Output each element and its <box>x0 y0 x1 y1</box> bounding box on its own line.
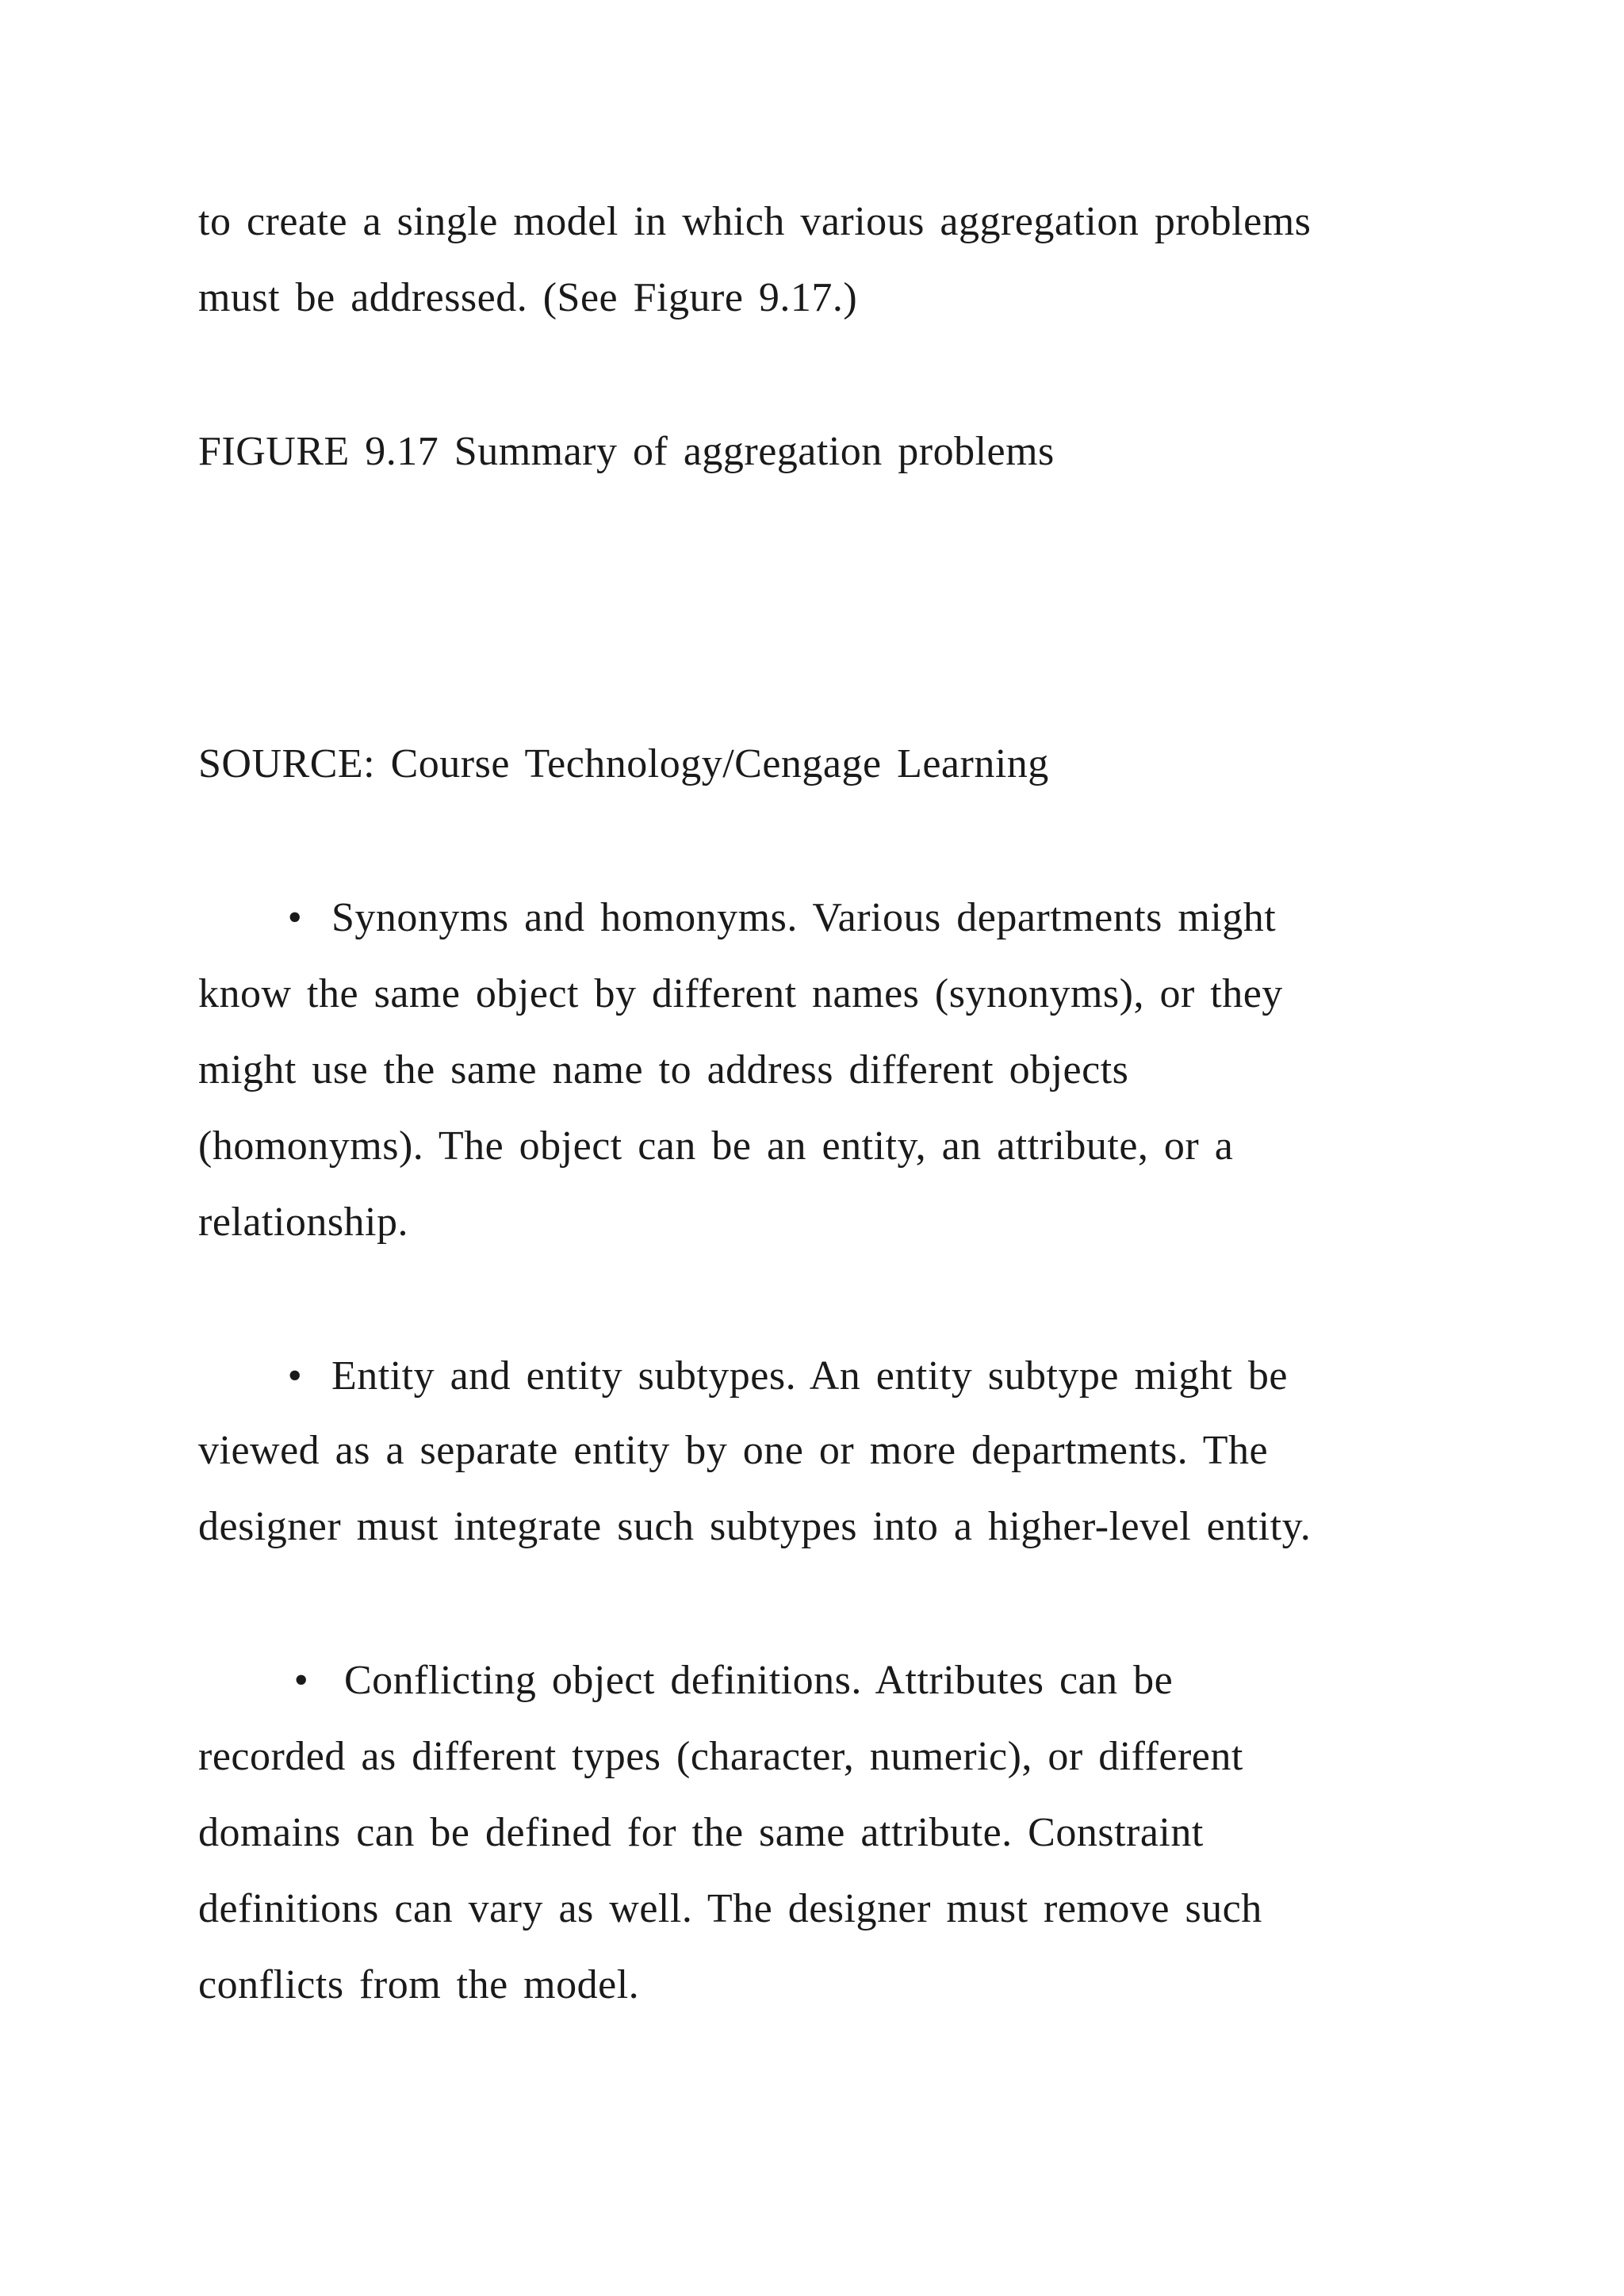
bullet-first-line: Entity and entity subtypes. An entity subtype might be <box>331 1353 1288 1399</box>
bullet-first-line: Synonyms and homonyms. Various departments might <box>331 895 1277 940</box>
bullet-text-line: conflicts from the model. <box>198 1962 640 2007</box>
bullet-marker: • <box>293 1658 309 1703</box>
bullet-item-synonyms <box>198 894 1276 942</box>
bullet-text-line: designer must integrate such subtypes into a higher-level entity. <box>198 1504 1312 1549</box>
bullet-marker: • <box>287 895 303 940</box>
bullet-text-line: definitions can vary as well. The designer must remove such <box>198 1886 1262 1931</box>
bullet-text-line: recorded as different types (character, numeric), or different <box>198 1734 1243 1779</box>
bullet-text-line: (homonyms). The object can be an entity, an attribute, or a <box>198 1123 1234 1169</box>
bullet-text-line: domains can be defined for the same attribute. Constraint <box>198 1810 1204 1855</box>
bullet-text-line: viewed as a separate entity by one or more departments. The <box>198 1428 1269 1473</box>
bullet-marker: • <box>287 1353 303 1399</box>
figure-caption: FIGURE 9.17 Summary of aggregation problems <box>198 429 1055 474</box>
intro-line-2: must be addressed. (See Figure 9.17.) <box>198 275 858 320</box>
intro-line-1: to create a single model in which various aggregation problems <box>198 199 1312 244</box>
bullet-first-line: Conflicting object definitions. Attributes can be <box>344 1658 1174 1703</box>
bullet-item-entity-subtypes <box>198 1353 1288 1400</box>
bullet-text-line: might use the same name to address different objects <box>198 1047 1129 1093</box>
figure-source: SOURCE: Course Technology/Cengage Learning <box>198 741 1049 786</box>
bullet-item-conflicting-definitions <box>198 1657 1173 1705</box>
bullet-text-line: know the same object by different names (synonyms), or they <box>198 971 1283 1016</box>
bullet-text-line: relationship. <box>198 1200 409 1245</box>
